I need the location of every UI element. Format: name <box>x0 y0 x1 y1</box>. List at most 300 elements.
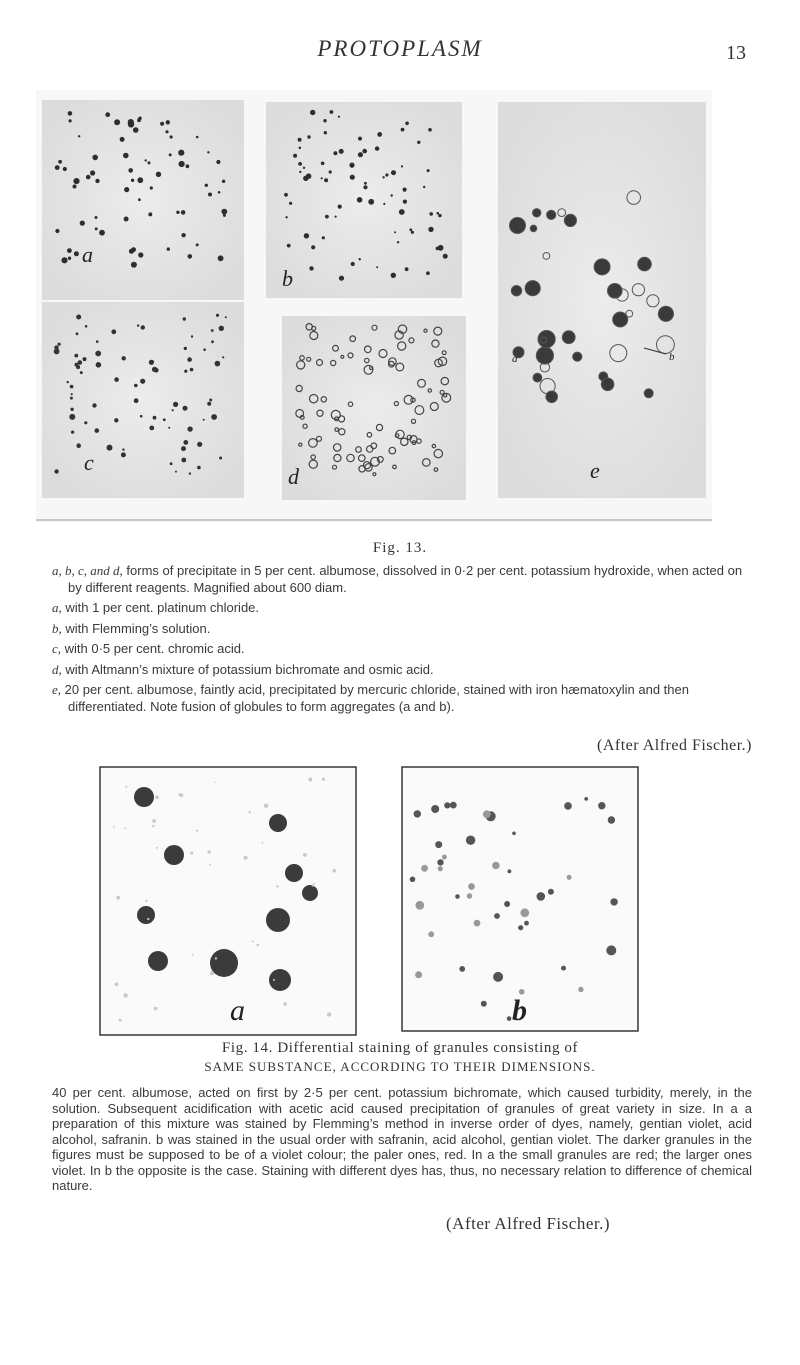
precipitate-granule <box>67 381 69 383</box>
small-granule <box>113 826 115 828</box>
precipitate-granule <box>409 228 412 231</box>
figure-14-label-b: b <box>512 994 527 1027</box>
granule <box>504 901 510 907</box>
precipitate-granule <box>55 229 59 233</box>
precipitate-granule <box>78 360 83 365</box>
precipitate-granule <box>134 384 138 388</box>
precipitate-granule <box>84 421 87 424</box>
granule <box>524 921 529 926</box>
precipitate-granule <box>218 191 221 194</box>
precipitate-granule <box>71 431 74 434</box>
annotation-label-a: a <box>512 353 518 365</box>
large-granule <box>285 864 303 882</box>
precipitate-granule <box>69 414 75 420</box>
precipitate-granule <box>216 160 220 164</box>
precipitate-granule <box>183 317 186 320</box>
precipitate-granule <box>95 216 98 219</box>
precipitate-granule <box>78 135 80 137</box>
precipitate-granule <box>428 128 432 132</box>
precipitate-granule <box>153 416 157 420</box>
precipitate-granule <box>114 119 120 125</box>
precipitate-granule <box>95 351 101 357</box>
precipitate-granule <box>323 119 326 122</box>
precipitate-granule <box>428 227 433 232</box>
precipitate-granule <box>394 231 396 233</box>
small-granule <box>308 778 312 782</box>
precipitate-granule <box>141 325 145 329</box>
figure-14-caption-subtitle: SAME SUBSTANCE, ACCORDING TO THEIR DIMENSIONS. <box>204 1059 596 1074</box>
granule <box>455 894 460 899</box>
precipitate-granule <box>293 154 297 158</box>
precipitate-granule <box>145 159 147 161</box>
panel-label-d: d <box>288 464 299 489</box>
figure-14-credit: (After Alfred Fischer.) <box>446 1214 610 1233</box>
precipitate-granule <box>187 426 192 431</box>
figure-13 <box>36 90 712 522</box>
panel-label-e: e <box>590 458 600 483</box>
granule <box>435 841 442 848</box>
precipitate-granule <box>219 326 224 331</box>
precipitate-granule <box>391 273 396 278</box>
stained-globule <box>594 259 610 275</box>
precipitate-granule <box>377 132 382 137</box>
precipitate-granule <box>298 138 302 142</box>
precipitate-granule <box>114 418 118 422</box>
precipitate-granule <box>304 233 309 238</box>
granule <box>548 889 554 895</box>
granule <box>492 862 500 870</box>
precipitate-granule <box>338 205 342 209</box>
precipitate-granule <box>105 112 110 117</box>
precipitate-granule <box>358 152 363 157</box>
precipitate-granule <box>219 457 222 460</box>
granule <box>578 987 583 992</box>
panel-b-field <box>266 102 462 298</box>
granule <box>508 869 512 873</box>
stained-globule <box>638 257 652 271</box>
small-granule <box>152 825 154 827</box>
figure-14-label-a: a <box>230 994 245 1027</box>
precipitate-granule <box>338 116 340 118</box>
granule <box>414 810 421 817</box>
precipitate-granule <box>99 230 105 236</box>
precipitate-granule <box>137 324 139 326</box>
precipitate-granule <box>74 354 78 358</box>
small-granule <box>248 811 250 813</box>
small-granule <box>190 852 193 855</box>
precipitate-granule <box>181 446 186 451</box>
precipitate-granule <box>299 147 302 150</box>
legend-intro-text: forms of precipitate in 5 per cent. albumose, dissolved in 0·2 per cent. potassium hydroxide, when acted on by different reagents. Magnified about 600 diam. <box>68 563 743 595</box>
precipitate-granule <box>176 211 179 214</box>
precipitate-granule <box>339 276 344 281</box>
stained-globule <box>608 284 623 299</box>
precipitate-granule <box>368 199 374 205</box>
precipitate-granule <box>152 367 157 372</box>
precipitate-granule <box>321 162 325 166</box>
large-granule <box>137 906 155 924</box>
precipitate-granule <box>189 472 191 474</box>
small-granule <box>276 885 278 887</box>
precipitate-granule <box>169 153 172 156</box>
precipitate-granule <box>170 462 173 465</box>
precipitate-granule <box>76 332 79 335</box>
precipitate-granule <box>218 255 224 261</box>
precipitate-granule <box>187 357 192 362</box>
granule <box>431 805 439 813</box>
precipitate-granule <box>128 119 134 125</box>
granule <box>507 1016 512 1021</box>
precipitate-granule <box>152 360 155 363</box>
precipitate-granule <box>149 426 154 431</box>
precipitate-granule <box>133 127 139 133</box>
precipitate-granule <box>131 179 134 182</box>
small-granule <box>124 827 126 829</box>
large-granule <box>266 908 290 932</box>
granule <box>537 892 546 901</box>
small-granule <box>273 979 275 981</box>
precipitate-granule <box>196 136 199 139</box>
small-granule <box>116 896 120 900</box>
precipitate-granule <box>80 221 85 226</box>
precipitate-granule <box>58 160 62 164</box>
figure-14-plate <box>96 765 656 1040</box>
precipitate-granule <box>95 227 98 230</box>
granule <box>442 855 447 860</box>
precipitate-granule <box>309 266 313 270</box>
stained-globule <box>541 337 547 343</box>
precipitate-granule <box>73 185 77 189</box>
precipitate-granule <box>222 356 224 358</box>
small-granule <box>210 971 214 975</box>
precipitate-granule <box>86 175 91 180</box>
precipitate-granule <box>197 442 202 447</box>
precipitate-granule <box>137 177 143 183</box>
precipitate-granule <box>397 241 399 243</box>
precipitate-granule <box>225 316 227 318</box>
precipitate-granule <box>207 402 211 406</box>
precipitate-granule <box>178 150 184 156</box>
precipitate-granule <box>122 448 124 450</box>
precipitate-granule <box>175 471 177 473</box>
precipitate-granule <box>197 466 201 470</box>
precipitate-granule <box>216 314 219 317</box>
precipitate-granule <box>375 146 379 150</box>
annotation-label-b: b <box>669 351 675 363</box>
stained-globule <box>601 378 614 391</box>
legend-item-a <box>52 600 752 617</box>
precipitate-granule <box>111 329 116 334</box>
small-granule <box>207 850 210 853</box>
precipitate-granule <box>148 161 151 164</box>
precipitate-granule <box>429 212 433 216</box>
running-header <box>0 36 800 70</box>
small-granule <box>215 957 217 959</box>
precipitate-granule <box>382 176 384 178</box>
small-granule <box>156 847 158 849</box>
precipitate-granule <box>150 186 153 189</box>
legend-item-letter: d, <box>52 661 62 677</box>
precipitate-granule <box>95 179 99 183</box>
granule <box>415 901 424 910</box>
precipitate-granule <box>160 122 164 126</box>
precipitate-granule <box>203 419 205 421</box>
precipitate-granule <box>172 409 174 411</box>
precipitate-granule <box>167 247 170 250</box>
precipitate-granule <box>69 119 72 122</box>
precipitate-granule <box>307 135 310 138</box>
granule <box>564 802 572 810</box>
figure-14-body: 40 per cent. albumose, acted on first by 2·5 per cent. potassium bichromate, which caused turbidity, merely, in the solution. Subsequent acidification with acetic acid caused precipitation of granules of great variety in size. In a a preparation of this mixture was stained by Flemming’s method in inverse order of dyes, namely, gentian violet, acid alcohol, safranin. b was stained in the usual order with safranin, acid alcohol, gentian violet. The darker granules in the figures must be supposed to be of a violet colour; the paler ones, red. In a the small granules are red; the larger ones violet. In b the opposite is the case. Staining with different dyes has, thus, no necessary relation to difference of chemical nature. <box>52 1085 752 1193</box>
precipitate-granule <box>170 135 173 138</box>
precipitate-granule <box>335 216 337 218</box>
precipitate-granule <box>405 122 409 126</box>
precipitate-granule <box>207 151 209 153</box>
precipitate-granule <box>285 216 287 218</box>
small-granule <box>322 778 325 781</box>
precipitate-granule <box>443 254 448 259</box>
stained-globule <box>546 391 558 403</box>
precipitate-granule <box>61 257 67 263</box>
precipitate-granule <box>107 445 113 451</box>
stained-globule <box>658 306 673 321</box>
small-granule <box>327 1012 331 1016</box>
precipitate-granule <box>90 170 95 175</box>
precipitate-granule <box>54 469 58 473</box>
granule <box>450 802 457 809</box>
granule <box>520 908 529 917</box>
granule <box>518 925 523 930</box>
granule <box>428 931 434 937</box>
stained-globule <box>536 347 553 364</box>
precipitate-granule <box>71 393 73 395</box>
legend-item-text: with 1 per cent. platinum chloride. <box>61 600 260 615</box>
large-granule <box>148 951 168 971</box>
small-granule <box>123 993 127 997</box>
legend-item-letter: b, <box>52 620 62 636</box>
precipitate-granule <box>83 357 87 361</box>
large-granule <box>134 787 154 807</box>
precipitate-granule <box>401 165 403 167</box>
precipitate-granule <box>63 167 67 171</box>
precipitate-granule <box>438 214 441 217</box>
precipitate-granule <box>203 348 206 351</box>
legend-item-d <box>52 662 752 679</box>
precipitate-granule <box>358 137 362 141</box>
granule <box>438 866 443 871</box>
precipitate-granule <box>183 406 188 411</box>
figure-14-caption <box>0 1040 800 1075</box>
precipitate-granule <box>73 178 79 184</box>
precipitate-granule <box>310 110 315 115</box>
panel-c-field <box>42 302 244 498</box>
precipitate-granule <box>92 155 98 161</box>
precipitate-granule <box>349 163 354 168</box>
small-granule <box>257 944 260 947</box>
stained-globule <box>530 225 537 232</box>
precipitate-granule <box>179 161 185 167</box>
precipitate-granule <box>209 399 212 402</box>
precipitate-granule <box>359 258 361 260</box>
legend-item-c <box>52 641 752 658</box>
large-granule <box>164 845 184 865</box>
granule <box>474 920 481 927</box>
precipitate-granule <box>165 130 168 133</box>
legend-item-text: with Altmann’s mixture of potassium bichromate and osmic acid. <box>61 661 434 677</box>
small-granule <box>119 1019 122 1022</box>
precipitate-granule <box>181 233 185 237</box>
panel-e-field <box>498 102 706 498</box>
precipitate-granule <box>122 356 126 360</box>
precipitate-granule <box>70 385 74 389</box>
precipitate-granule <box>339 149 344 154</box>
precipitate-granule <box>128 168 133 173</box>
precipitate-granule <box>123 153 129 159</box>
precipitate-granule <box>284 193 288 197</box>
precipitate-granule <box>299 171 301 173</box>
figure-13-credit: (After Alfred Fischer.) <box>596 737 752 754</box>
granule <box>610 898 617 905</box>
precipitate-granule <box>67 248 72 253</box>
panel-a-field <box>42 100 244 300</box>
precipitate-granule <box>184 347 187 350</box>
small-granule <box>264 804 268 808</box>
granule <box>493 972 503 982</box>
granule <box>567 875 572 880</box>
precipitate-granule <box>376 266 378 268</box>
small-granule <box>209 864 211 866</box>
precipitate-granule <box>181 458 186 463</box>
precipitate-granule <box>222 180 225 183</box>
small-granule <box>125 786 127 788</box>
legend-intro <box>52 563 752 596</box>
granule <box>415 971 422 978</box>
precipitate-granule <box>70 408 73 411</box>
small-granule <box>283 1002 287 1006</box>
precipitate-granule <box>330 110 334 114</box>
precipitate-granule <box>140 379 145 384</box>
precipitate-granule <box>357 197 363 203</box>
stained-globule <box>564 214 576 226</box>
figure-14-caption-title: Fig. 14. Differential staining of granules consisting of <box>221 1040 579 1056</box>
small-granule <box>178 793 181 796</box>
small-granule <box>152 819 156 823</box>
precipitate-granule <box>76 315 81 320</box>
precipitate-granule <box>221 209 227 215</box>
legend-item-text: with Flemming’s solution. <box>61 620 211 636</box>
precipitate-granule <box>437 212 440 215</box>
granule <box>421 865 428 872</box>
small-granule <box>312 884 315 887</box>
small-granule <box>262 842 264 844</box>
precipitate-granule <box>211 329 214 332</box>
precipitate-granule <box>55 165 60 170</box>
precipitate-granule <box>96 362 102 368</box>
figure-13-caption-title: Fig. 13. <box>372 540 428 556</box>
granule <box>494 913 500 919</box>
running-title: PROTOPLASM <box>317 36 483 61</box>
panel-label-c: c <box>84 450 94 475</box>
precipitate-granule <box>76 443 81 448</box>
stained-globule <box>562 331 575 344</box>
precipitate-granule <box>138 198 141 201</box>
legend-item-text: 20 per cent. albumose, faintly acid, precipitated by mercuric chloride, stained with iron hæmatoxylin and then differentiated. Note fusion of globules to form aggregates (a and b). <box>61 682 689 714</box>
stained-globule <box>511 286 521 296</box>
granule <box>606 945 616 955</box>
figure-13-legend <box>52 563 752 719</box>
precipitate-granule <box>140 415 143 418</box>
large-granule <box>269 814 287 832</box>
legend-item-letter: c, <box>52 641 62 656</box>
precipitate-granule <box>211 340 214 343</box>
precipitate-granule <box>411 231 414 234</box>
granule <box>481 1001 487 1007</box>
precipitate-granule <box>148 212 152 216</box>
precipitate-granule <box>188 254 193 259</box>
precipitate-granule <box>163 418 166 421</box>
granule <box>608 816 615 823</box>
stained-globule <box>613 312 628 327</box>
legend-item-e <box>52 682 752 715</box>
legend-item-letter: a, <box>52 600 62 615</box>
precipitate-granule <box>211 414 217 420</box>
granule <box>468 883 475 890</box>
precipitate-granule <box>205 184 208 187</box>
precipitate-granule <box>385 173 388 176</box>
precipitate-granule <box>324 178 328 182</box>
precipitate-granule <box>173 402 178 407</box>
precipitate-granule <box>121 452 126 457</box>
precipitate-granule <box>322 236 325 239</box>
precipitate-granule <box>325 215 329 219</box>
precipitate-granule <box>70 397 73 400</box>
precipitate-granule <box>417 141 420 144</box>
panel-label-b: b <box>282 266 293 291</box>
precipitate-granule <box>85 325 88 328</box>
granule <box>584 797 588 801</box>
legend-intro-letters: a, b, c, and d, <box>52 563 123 578</box>
figure-13-plate <box>36 90 712 522</box>
legend-item-letter: e, <box>52 682 62 697</box>
page-number: 13 <box>726 42 746 64</box>
precipitate-granule <box>183 440 188 445</box>
precipitate-granule <box>383 203 385 205</box>
small-granule <box>154 1007 158 1011</box>
precipitate-granule <box>54 349 60 355</box>
precipitate-granule <box>120 137 125 142</box>
precipitate-granule <box>95 428 100 433</box>
granule <box>410 877 416 883</box>
precipitate-granule <box>129 249 134 254</box>
precipitate-granule <box>391 194 393 196</box>
precipitate-granule <box>324 131 327 134</box>
stained-globule <box>573 352 582 361</box>
precipitate-granule <box>399 209 405 215</box>
precipitate-granule <box>168 427 170 429</box>
precipitate-granule <box>427 169 430 172</box>
granule <box>459 966 465 972</box>
granule <box>598 802 605 809</box>
precipitate-granule <box>306 173 312 179</box>
large-granule <box>269 969 291 991</box>
precipitate-granule <box>438 245 444 251</box>
precipitate-granule <box>191 335 193 337</box>
precipitate-granule <box>114 377 119 382</box>
small-granule <box>303 853 307 857</box>
stained-globule <box>533 373 542 382</box>
precipitate-granule <box>363 185 367 189</box>
large-granule <box>210 949 238 977</box>
